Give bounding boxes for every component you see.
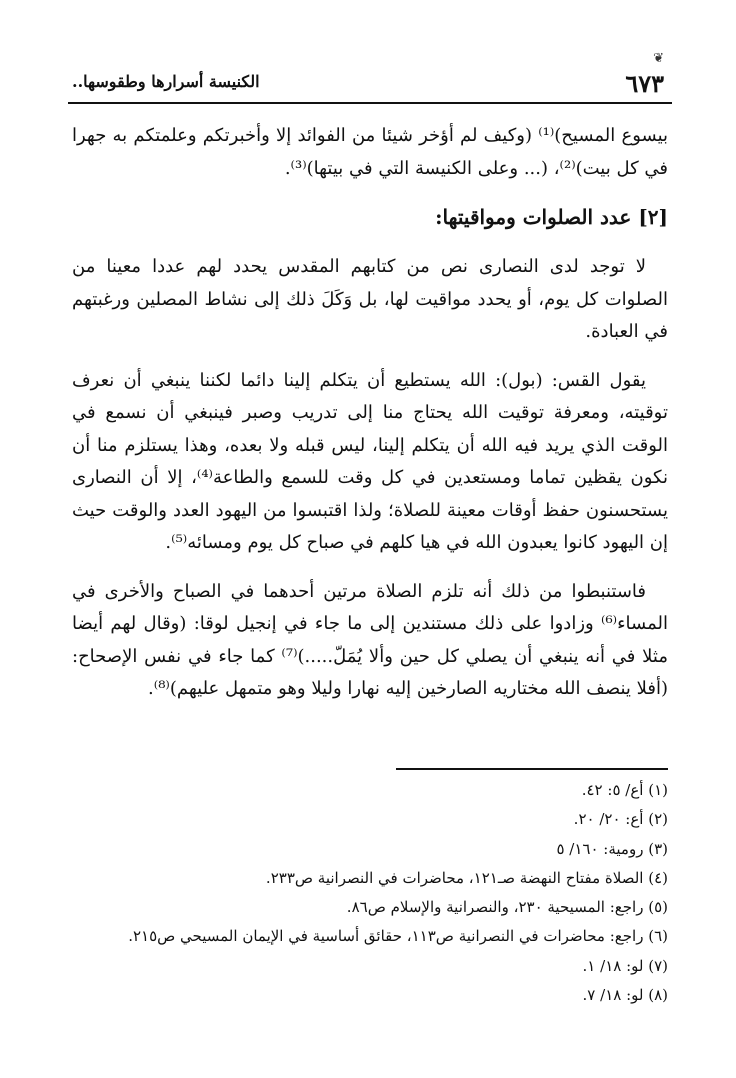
footnote-item: (٣) رومية: ١٦٠/ ٥ — [556, 839, 668, 858]
page-number: ٦٧٣ — [625, 69, 664, 98]
section-heading: [٢] عدد الصلوات ومواقيتها: — [435, 205, 668, 229]
footnote-item: (٧) لو: ١٨/ ١. — [582, 956, 668, 975]
page-number-ornament-icon: ❦ — [653, 51, 664, 66]
running-title: الكنيسة أسرارها وطقوسها.. — [72, 72, 260, 91]
header-divider — [68, 102, 672, 104]
footnote-item: (٥) راجع: المسيحية ٢٣٠، والنصرانية والإسلام ص٨٦. — [346, 898, 668, 917]
paragraph: يقول القس: (بول): الله يستطيع أن يتكلم إلينا دائما لكننا ينبغي أن نعرف توقيته، ومعرفة توقيت الله يحتاج منا إلى تدريب وصبر فينبغي أن نسمع في الوقت الذي يريد فيه الله أن يتكلم إلينا، ليس قبله ولا بعده، وهذا يستلزم منا أن نكون يقظين تماما ومستعدين في كل وقت للسمع والطاعة⁽⁴⁾، إلا أن النصارى يستحسنون حفظ أوقات معينة للصلاة؛ ولذا اقتبسوا من اليهود العدد والوقت حيث إن اليهود كانوا يعبدون الله في هيا كلهم في صباح كل يوم ومسائه⁽⁵⁾. — [72, 369, 668, 553]
paragraph: لا توجد لدى النصارى نص من كتابهم المقدس يحدد لهم عددا معينا من الصلوات كل يوم، أو يحدد مواقيت لها، بل وَكَلَ ذلك إلى نشاط المصلين ورغبتهم في العبادة. — [72, 256, 668, 342]
main-text — [72, 120, 668, 722]
footnote-item: (٨) لو: ١٨/ ٧. — [582, 986, 668, 1005]
footnote-item: (٤) الصلاة مفتاح النهضة صـ١٢١، محاضرات في النصرانية ص٢٣٣. — [265, 868, 668, 887]
page-header — [68, 51, 668, 102]
footnote-item: (٢) أع: ٢٠/ ٢٠. — [573, 810, 668, 829]
paragraph: فاستنبطوا من ذلك أنه تلزم الصلاة مرتين أحدهما في الصباح والأخرى في المساء⁽⁶⁾ وزادوا على ذلك مستندين إلى ما جاء في إنجيل لوقا: (وقال لهم أيضا مثلا في أنه ينبغي أن يصلي كل حين وألا يُمَلّ.....)⁽⁷⁾ كما جاء في نفس الإصحاح: (أفلا ينصف الله مختاريه الصارخين إليه نهارا وليلا وهو متمهل عليهم)⁽⁸⁾. — [72, 580, 668, 699]
footnote-item: (١) أع/ ٥: ٤٢. — [581, 781, 668, 799]
footnote-item: (٦) راجع: محاضرات في النصرانية ص١١٣، حقائق أساسية في الإيمان المسيحي ص٢١٥. — [128, 927, 668, 946]
footnote-divider — [396, 768, 668, 770]
paragraph-continuation: بيسوع المسيح)⁽¹⁾ (وكيف لم أؤخر شيئا من الفوائد إلا وأخبرتكم وعلمتكم به جهرا في كل بيت)⁽²⁾، (... وعلى الكنيسة التي في بيتها)⁽³⁾. — [72, 125, 669, 179]
footnotes — [72, 776, 668, 1010]
